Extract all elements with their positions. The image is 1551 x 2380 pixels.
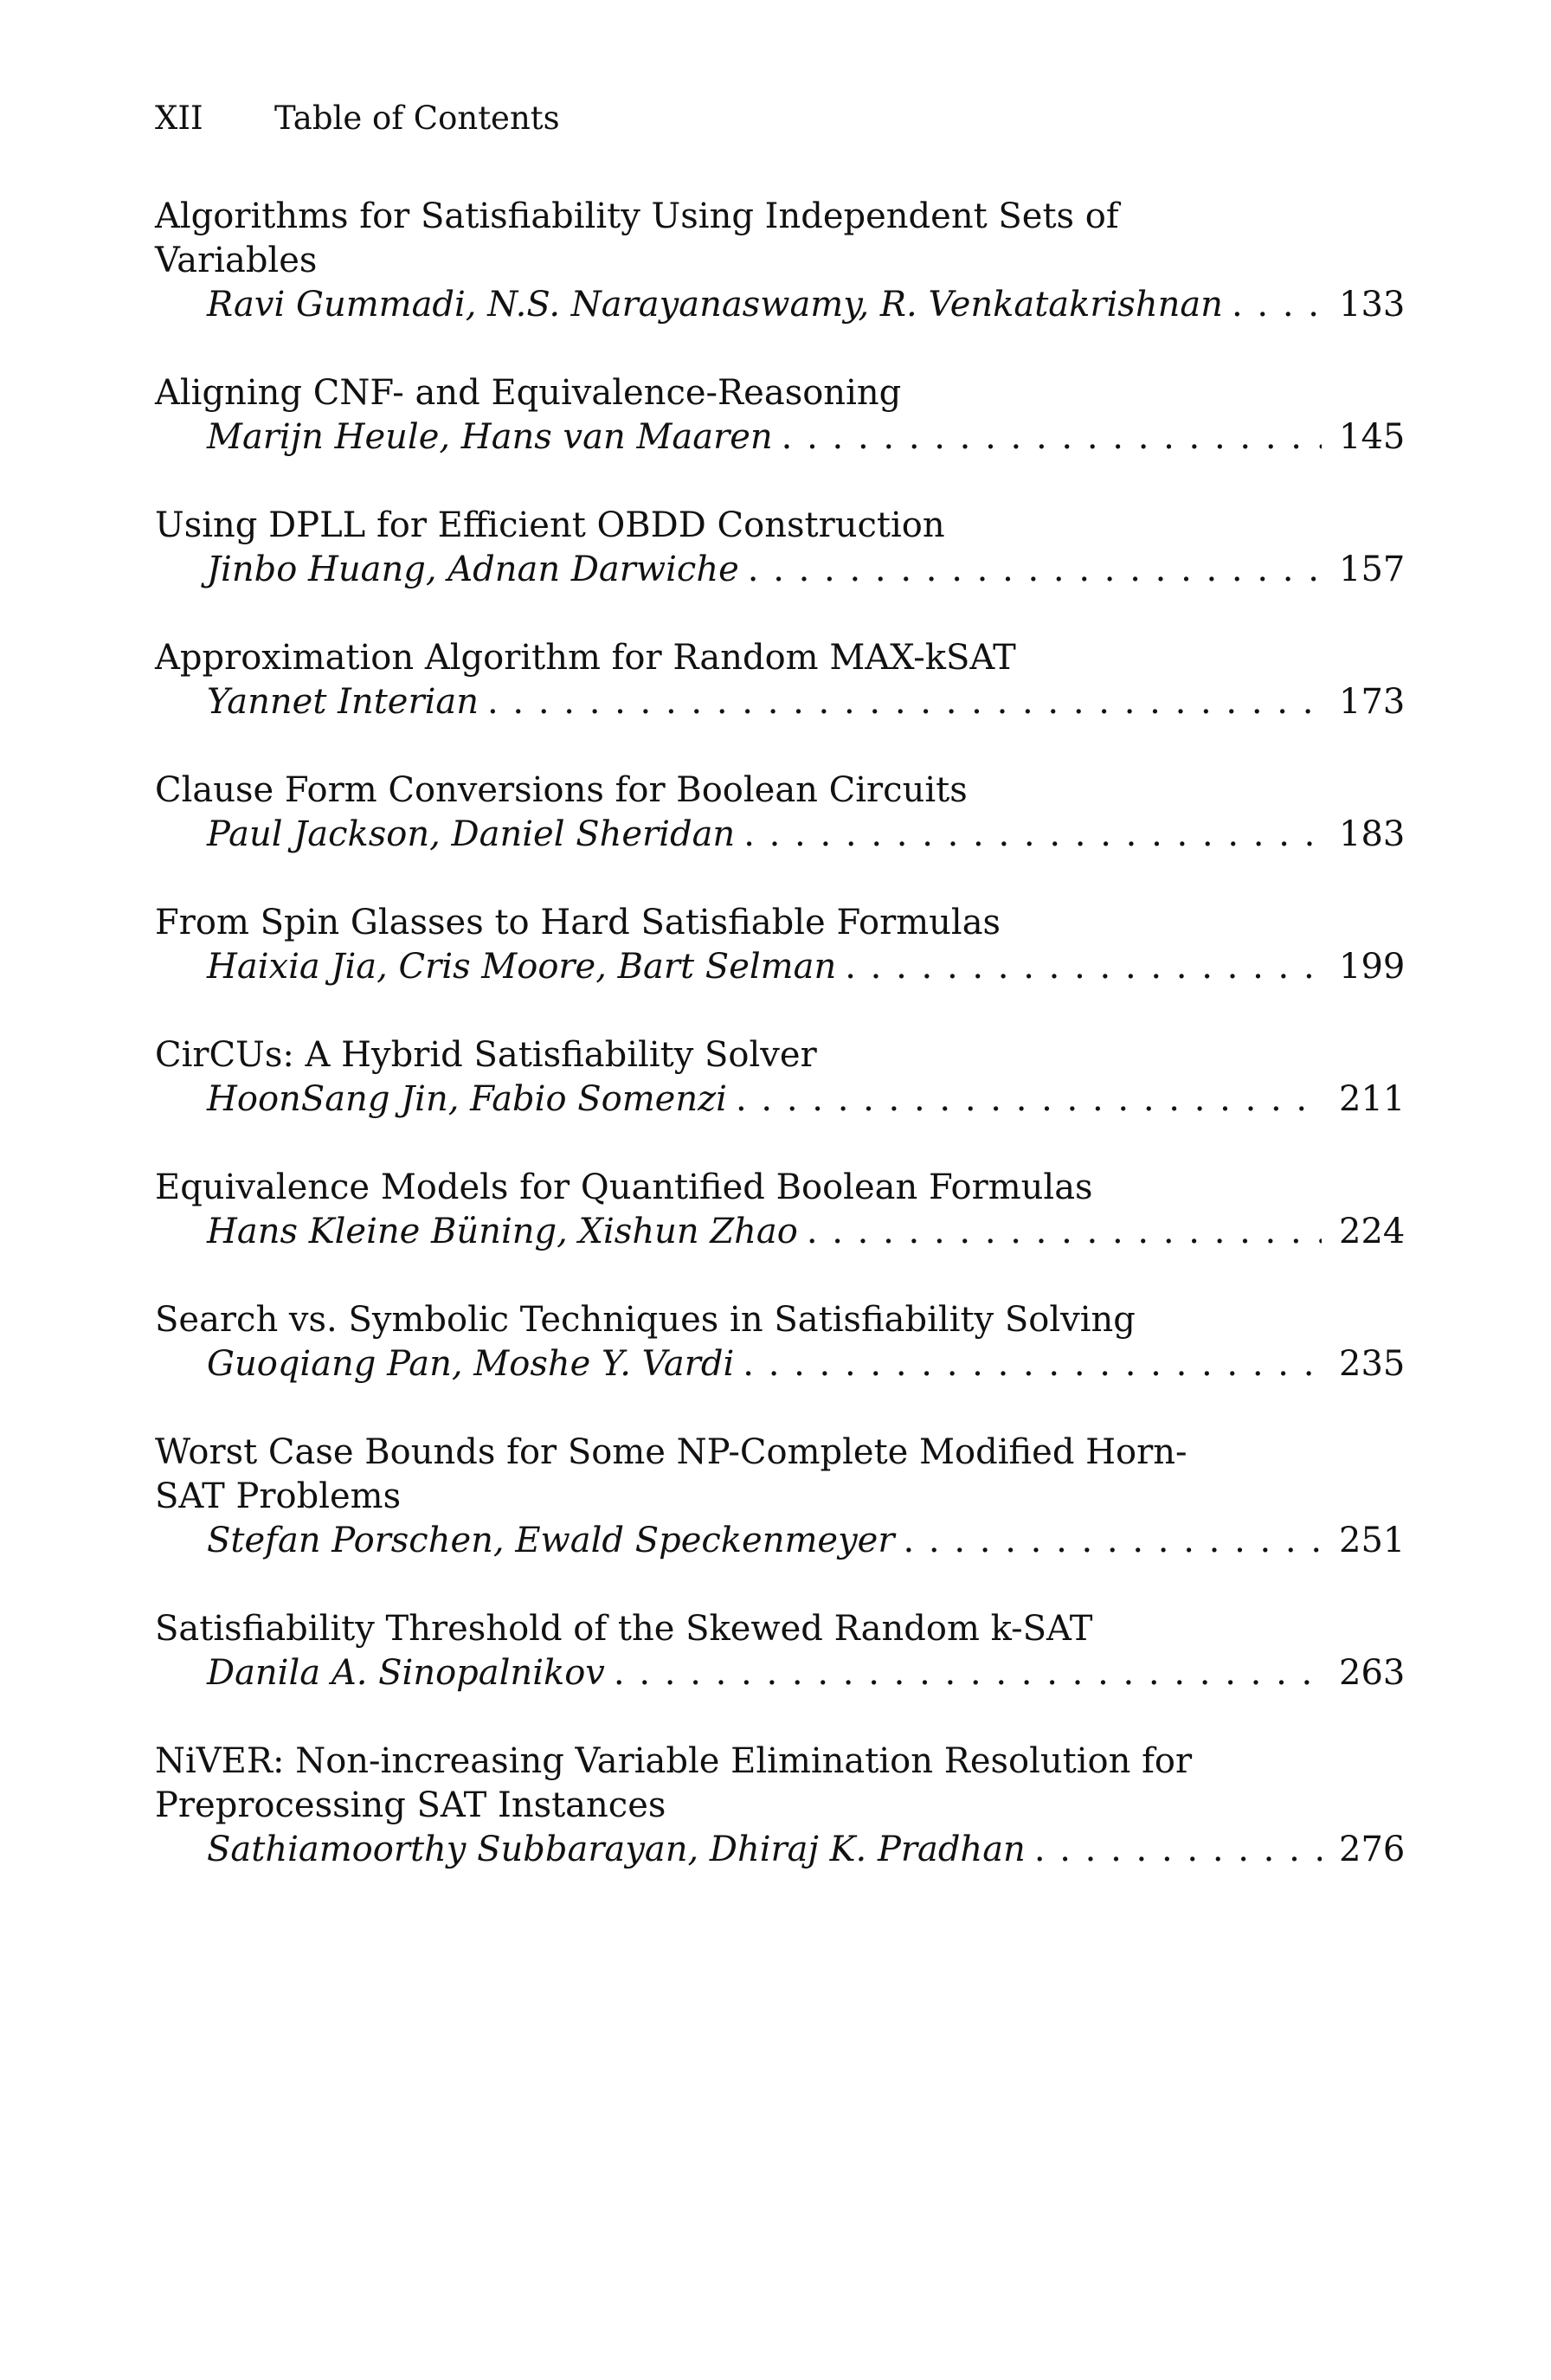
toc-entry-authors: Ravi Gummadi, N.S. Narayanaswamy, R. Venkatakrishnan	[207, 285, 1223, 325]
toc-entry[interactable]	[155, 1033, 1406, 1122]
toc-entry-page: 183	[1339, 814, 1406, 854]
toc-entry-authors: Sathiamoorthy Subbarayan, Dhiraj K. Pradhan	[207, 1830, 1026, 1869]
toc-entry[interactable]	[155, 1607, 1406, 1695]
running-header	[155, 100, 560, 137]
toc-entry-page: 211	[1339, 1079, 1406, 1119]
toc-entry-line	[155, 1077, 1406, 1122]
dot-leader	[1232, 283, 1322, 327]
toc-entry-page: 224	[1339, 1212, 1406, 1251]
toc-entry-page: 173	[1339, 682, 1406, 722]
dot-leader	[743, 813, 1322, 857]
toc-entry-title: Search vs. Symbolic Techniques in Satisfiability Solving	[155, 1300, 1136, 1340]
toc-entry-authors: Danila A. Sinopalnikov	[207, 1653, 605, 1693]
toc-entry-title: From Spin Glasses to Hard Satisfiable Formulas	[155, 903, 1001, 942]
toc-entry-authors: HoonSang Jin, Fabio Somenzi	[207, 1079, 727, 1119]
dot-leader	[903, 1519, 1322, 1563]
toc-entry-authors: Guoqiang Pan, Moshe Y. Vardi	[207, 1344, 735, 1384]
toc-entry[interactable]	[155, 1166, 1406, 1254]
toc-entry-page: 251	[1339, 1521, 1406, 1560]
toc-entry-authors: Paul Jackson, Daniel Sheridan	[207, 814, 736, 854]
dot-leader	[748, 548, 1322, 592]
toc-entry-line	[155, 548, 1406, 592]
toc-entry-line	[155, 1342, 1406, 1386]
toc-entry-title: Clause Form Conversions for Boolean Circuits	[155, 770, 968, 810]
toc-entry-line	[155, 813, 1406, 857]
toc-entry-title: Equivalence Models for Quantified Boolean Formulas	[155, 1167, 1093, 1207]
table-of-contents	[155, 195, 1406, 1872]
toc-entry-title: CirCUs: A Hybrid Satisfiability Solver	[155, 1035, 817, 1075]
toc-entry[interactable]	[155, 769, 1406, 857]
toc-entry-page: 145	[1339, 417, 1406, 457]
dot-leader	[1034, 1828, 1322, 1872]
dot-leader	[487, 680, 1322, 724]
toc-entry-authors: Marijn Heule, Hans van Maaren	[207, 417, 773, 457]
toc-entry[interactable]	[155, 504, 1406, 592]
dot-leader	[807, 1210, 1322, 1254]
toc-entry-line	[155, 1651, 1406, 1695]
toc-entry-line	[155, 283, 1406, 327]
toc-entry-title: Algorithms for Satisfiability Using Independent Sets of Variables	[155, 196, 1119, 280]
toc-entry[interactable]	[155, 901, 1406, 989]
dot-leader	[845, 945, 1322, 989]
toc-entry[interactable]	[155, 636, 1406, 724]
toc-entry-line	[155, 945, 1406, 989]
dot-leader	[743, 1342, 1322, 1386]
toc-entry-page: 157	[1339, 550, 1406, 589]
toc-entry-line	[155, 1828, 1406, 1872]
toc-entry-page: 133	[1339, 285, 1406, 325]
toc-entry[interactable]	[155, 1431, 1406, 1563]
toc-entry-page: 276	[1339, 1830, 1406, 1869]
dot-leader	[782, 415, 1322, 460]
toc-entry-line	[155, 1210, 1406, 1254]
toc-entry-authors: Yannet Interian	[207, 682, 479, 722]
toc-entry-line	[155, 415, 1406, 460]
toc-entry-title: NiVER: Non-increasing Variable Elimination Resolution for Preprocessing SAT Instances	[155, 1741, 1193, 1825]
toc-entry-title: Aligning CNF- and Equivalence-Reasoning	[155, 373, 902, 413]
toc-entry-page: 235	[1339, 1344, 1406, 1384]
toc-entry-authors: Jinbo Huang, Adnan Darwiche	[207, 550, 739, 589]
dot-leader	[614, 1651, 1322, 1695]
toc-entry-line	[155, 1519, 1406, 1563]
toc-entry-title: Worst Case Bounds for Some NP-Complete Modified Horn-SAT Problems	[155, 1432, 1187, 1516]
toc-entry[interactable]	[155, 1298, 1406, 1386]
dot-leader	[736, 1077, 1322, 1122]
toc-entry-title: Using DPLL for Efficient OBDD Construction	[155, 505, 945, 545]
toc-entry-page: 199	[1339, 947, 1406, 987]
toc-entry-page: 263	[1339, 1653, 1406, 1693]
page-number: XII	[155, 100, 203, 137]
toc-entry-authors: Haixia Jia, Cris Moore, Bart Selman	[207, 947, 837, 987]
toc-entry-authors: Stefan Porschen, Ewald Speckenmeyer	[207, 1521, 895, 1560]
toc-entry[interactable]	[155, 1740, 1406, 1872]
toc-entry-authors: Hans Kleine Büning, Xishun Zhao	[207, 1212, 798, 1251]
toc-entry-title: Approximation Algorithm for Random MAX-kSAT	[155, 638, 1016, 678]
toc-entry-line	[155, 680, 1406, 724]
toc-entry[interactable]	[155, 371, 1406, 460]
toc-entry-title: Satisfiability Threshold of the Skewed Random k-SAT	[155, 1609, 1093, 1649]
toc-entry[interactable]	[155, 195, 1406, 327]
running-title: Table of Contents	[274, 100, 560, 137]
